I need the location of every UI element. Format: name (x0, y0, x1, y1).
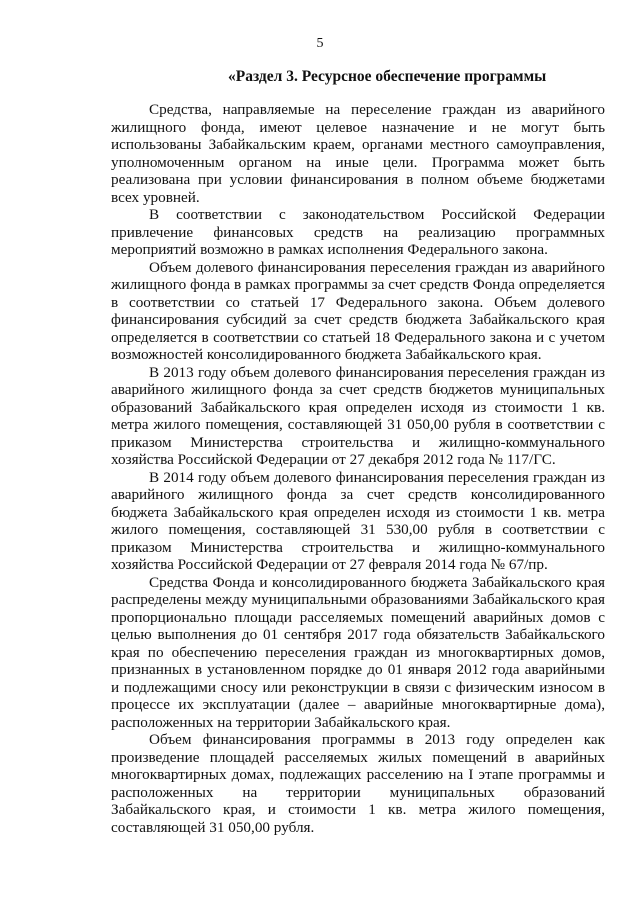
section-title: «Раздел 3. Ресурсное обеспечение программы (228, 68, 547, 85)
paragraph-distribution: Средства Фонда и консолидированного бюджета Забайкальского края распределены между муниципальными образованиями Забайкальского края пропорционально площади расселяемых помещений аварийных домов с целью выполнения до 01 сентября 2017 года обязательств Забайкальского края по обеспечению переселения граждан из многоквартирных домов, признанных в установленном порядке до 01 января 2012 года аварийными и подлежащими сносу или реконструкции в связи с физическим износом в процессе их эксплуатации (далее – аварийные многоквартирные дома), расположенных на территории Забайкальского края. (111, 573, 605, 731)
paragraph-2013-cost: В 2013 году объем долевого финансирования переселения граждан из аварийного жилищного фонда за счет средств бюджетов муниципальных образований Забайкальского края определен исходя из стоимости 1 кв. метра жилого помещения, составляющей 31 050,00 рубля в соответствии с приказом Министерства строительства и жилищно-коммунального хозяйства Российской Федерации от 27 декабря 2012 года № 117/ГС. (111, 363, 605, 468)
paragraph-2014-cost: В 2014 году объем долевого финансирования переселения граждан из аварийного жилищного фонда за счет средств консолидированного бюджета Забайкальского края определен исходя из стоимости 1 кв. метра жилого помещения, составляющей 31 530,00 рубля в соответствии с приказом Министерства строительства и жилищно-коммунального хозяйства Российской Федерации от 27 февраля 2014 года № 67/пр. (111, 468, 605, 573)
paragraph-2013-volume: Объем финансирования программы в 2013 году определен как произведение площадей расселяемых жилых помещений в аварийных многоквартирных домах, подлежащих расселению на I этапе программы и расположенных на территории муниципальных образований Забайкальского края, и стоимости 1 кв. метра жилого помещения, составляющей 31 050,00 рубля. (111, 731, 605, 836)
paragraph-share-financing: Объем долевого финансирования переселения граждан из аварийного жилищного фонда в рамках программы за счет средств Фонда определяется в соответствии со статьей 17 Федерального закона. Объем долевого финансирования субсидий за счет средств бюджета Забайкальского края определяется в соответствии со статьей 18 Федерального закона и с учетом возможностей консолидированного бюджета Забайкальского края. (111, 258, 605, 363)
paragraph-funding-purpose: Средства, направляемые на переселение граждан из аварийного жилищного фонда, имеют целевое назначение и не могут быть использованы Забайкальским краем, органами местного самоуправления, уполномоченным органом на иные цели. Программа может быть реализована при условии финансирования в полном объеме бюджетами всех уровней. (111, 101, 605, 206)
document-body (111, 101, 605, 836)
paragraph-legislation: В соответствии с законодательством Российской Федерации привлечение финансовых средств на реализацию программных мероприятий возможно в рамках исполнения Федерального закона. (111, 206, 605, 258)
page-number: 5 (316, 36, 324, 51)
